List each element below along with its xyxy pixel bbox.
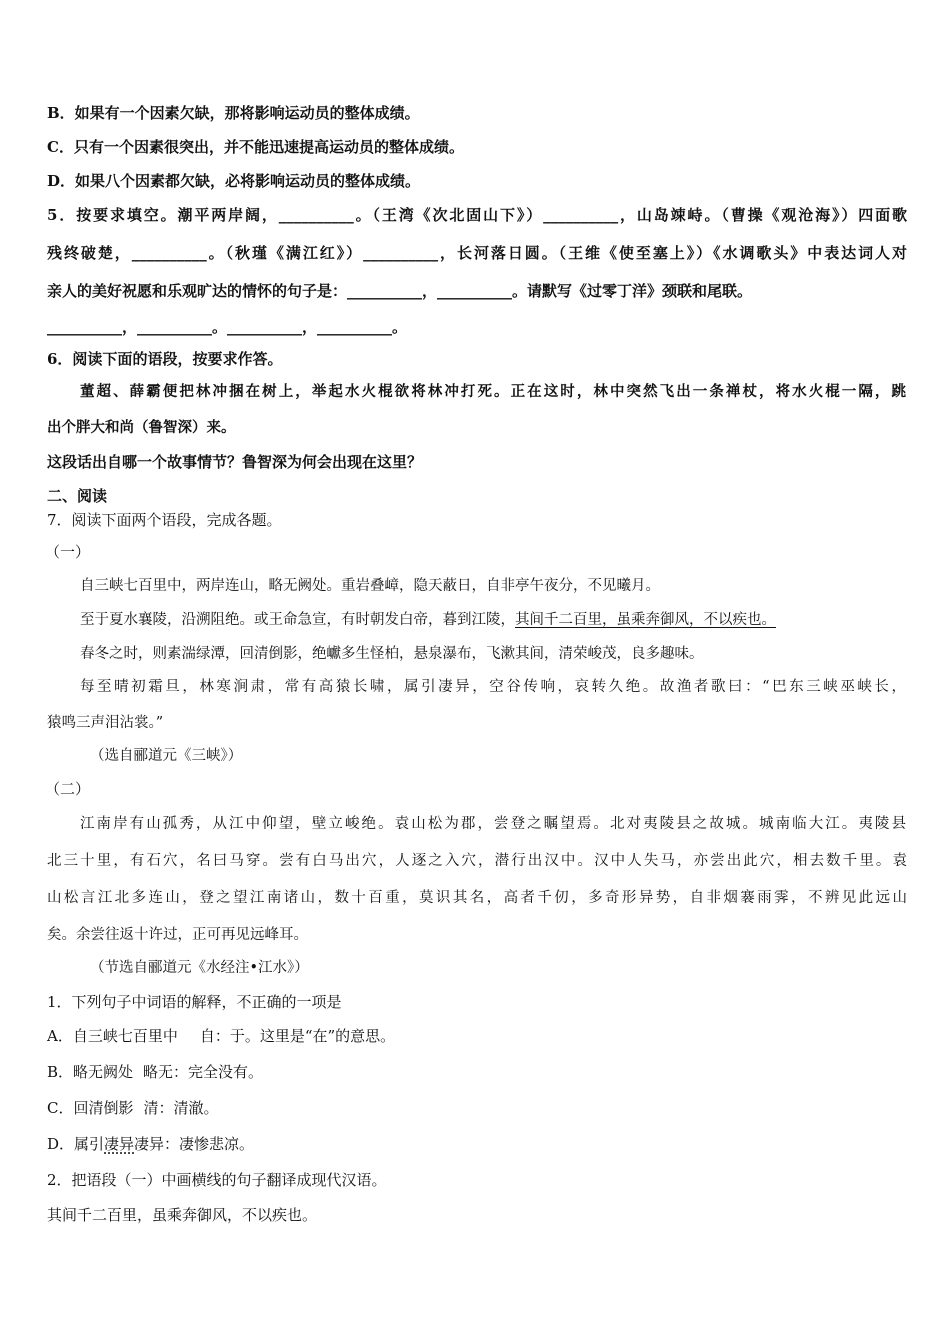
passage-2-para-3: 山松言江北多连山，登之望江南诸山，数十百重，莫识其名，高者千仞，多奇形异势，自非烟褰雨霁，不辨见此远山: [47, 890, 907, 906]
passage-2-para-4: 矣。余尝往返十许过，正可再见远峰耳。: [47, 927, 308, 943]
option-b-explanation: 略无：完全没有。: [143, 1063, 264, 1081]
underlined-sentence: 其间千二百里，虽乘奔御风，不以疾也。: [515, 612, 776, 628]
sub-question-2-sentence: 其间千二百里，虽乘奔御风，不以疾也。: [47, 1206, 318, 1224]
passage-1-para-3: 春冬之时，则素湍绿潭，回清倒影，绝巘多生怪柏，悬泉瀑布，飞漱其间，清荣峻茂，良多趣味。: [80, 646, 704, 662]
question-5-line-1: 5．按要求填空。潮平两岸阔，__________。（王湾《次北固山下》）__________，山岛竦峙。（曹操《观沧海》）四面歌: [47, 206, 907, 224]
option-c-explanation: 清：清澈。: [143, 1099, 219, 1117]
passage-1-para-4: 每至晴初霜旦，林寒涧肃，常有高猿长啸，属引凄异，空谷传响，哀转久绝。故渔者歌曰：“巴东三峡巫峡长，: [80, 679, 906, 695]
question-5-line-3: 亲人的美好祝愿和乐观旷达的情怀的句子是：__________，__________。请默写《过零丁洋》颈联和尾联。: [47, 282, 753, 300]
sub-question-2: 2．把语段（一）中画横线的句子翻译成现代汉语。: [47, 1171, 387, 1189]
passage-1-para-4-cont: 猿鸣三声泪沾裳。”: [47, 715, 164, 731]
passage-1-source: （选自郦道元《三峡》）: [90, 748, 243, 764]
sub-question-1-option-a: [47, 1026, 907, 1046]
passage-2-para-2: 北三十里，有石穴，名曰马穿。尝有白马出穴，人逐之入穴，潜行出汉中。汉中人失马，亦尝出此穴，相去数千里。袁: [47, 853, 907, 869]
passage-2-label: （二）: [45, 780, 91, 798]
sub-question-1: 1．下列句子中词语的解释，不正确的一项是: [47, 993, 342, 1011]
option-d-explanation: 凄异：凄惨悲凉。: [134, 1135, 255, 1153]
sub-question-1-option-b: [47, 1062, 907, 1082]
dotted-emphasis-word: 凄异: [104, 1135, 135, 1153]
passage-2-para-1: 江南岸有山孤秀，从江中仰望，壁立峻绝。袁山松为郡，尝登之瞩望焉。北对夷陵县之故城。城南临大江。夷陵县: [80, 816, 906, 832]
question-7-title: 7．阅读下面两个语段，完成各题。: [47, 511, 282, 529]
passage-1-para-2: [80, 610, 906, 630]
passage-1-label: （一）: [45, 543, 91, 561]
sub-question-1-option-d: [47, 1134, 907, 1154]
option-c-phrase: C．回清倒影: [47, 1099, 134, 1117]
option-d-phrase: D．属引: [47, 1135, 105, 1153]
option-b-phrase: B．略无阙处: [47, 1063, 134, 1081]
option-d: D．如果八个因素都欠缺，必将影响运动员的整体成绩。: [47, 172, 421, 190]
option-c: C．只有一个因素很突出，并不能迅速提高运动员的整体成绩。: [47, 138, 464, 156]
passage-1-para-1: 自三峡七百里中，两岸连山，略无阙处。重岩叠嶂，隐天蔽日，自非亭午夜分，不见曦月。: [80, 578, 660, 594]
passage-1-para-2-text: 至于夏水襄陵，沿溯阻绝。或王命急宣，有时朝发白帝，暮到江陵，: [80, 612, 515, 628]
option-a-explanation: 自：于。这里是“在”的意思。: [199, 1027, 396, 1045]
question-5-line-4: __________，__________。__________，__________。: [47, 318, 408, 336]
question-6-prompt: 这段话出自哪一个故事情节？鲁智深为何会出现在这里？: [47, 453, 423, 471]
question-6-title: 6．阅读下面的语段，按要求作答。: [47, 350, 283, 368]
question-5-line-2: 残终破楚，__________。（秋瑾《满江红》）__________，长河落日圆。（王维《使至塞上》）《水调歌头》中表达词人对: [47, 244, 907, 262]
option-b: B．如果有一个因素欠缺，那将影响运动员的整体成绩。: [47, 104, 420, 122]
passage-2-source: （节选自郦道元《水经注•江水》）: [90, 960, 309, 976]
section-reading-heading: 二、阅读: [47, 487, 108, 505]
question-6-passage-1: 董超、薛霸便把林冲捆在树上，举起水火棍欲将林冲打死。正在这时，林中突然飞出一条禅杖，将水火棍一隔，跳: [80, 383, 906, 400]
sub-question-1-option-c: [47, 1098, 907, 1118]
question-6-passage-2: 出个胖大和尚（鲁智深）来。: [47, 419, 236, 436]
option-a-phrase: A．自三峡七百里中: [47, 1027, 178, 1045]
